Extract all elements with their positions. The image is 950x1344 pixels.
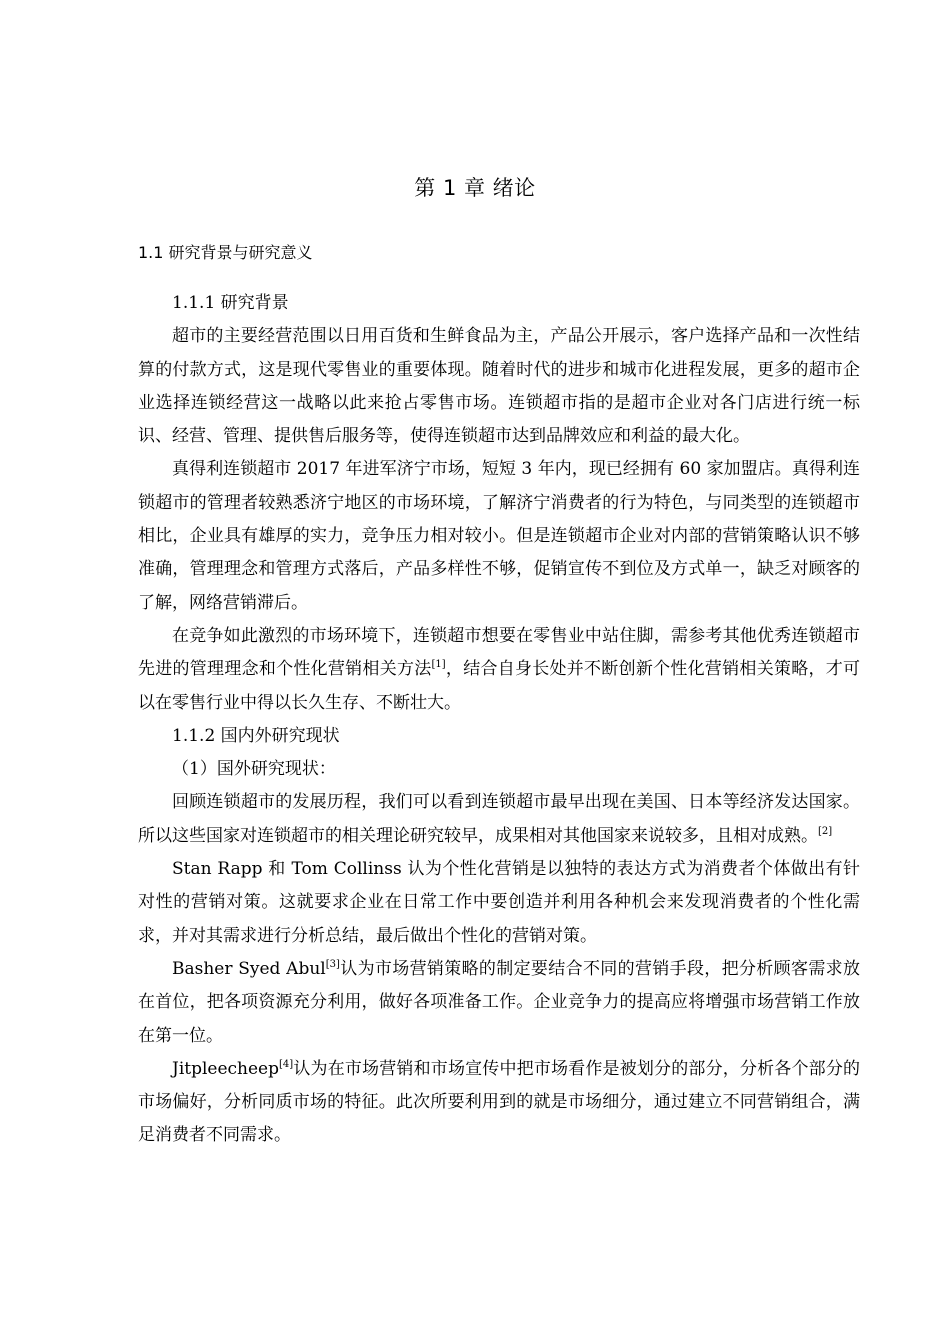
subsection-heading-1-1-2: 1.1.2 国内外研究现状 bbox=[172, 725, 340, 746]
paragraph-text: 认为市场营销策略的制定要结合不同的营销手段，把分析顾客需求放在首位，把各项资源充分利用，做好各项准备工作。企业竞争力的提高应将增强市场营销工作放在第一位。 bbox=[138, 958, 860, 1046]
paragraph: 超市的主要经营范围以日用百货和生鲜食品为主，产品公开展示，客户选择产品和一次性结算的付款方式，这是现代零售业的重要体现。随着时代的进步和城市化进程发展，更多的超市企业选择连锁经营这一战略以此来抢占零售市场。连锁超市指的是超市企业对各门店进行统一标识、经营、管理、提供售后服务等，使得连锁超市达到品牌效应和利益的最大化。 bbox=[138, 326, 860, 447]
body-text bbox=[138, 287, 860, 1153]
paragraph bbox=[138, 620, 860, 720]
paragraph bbox=[138, 953, 860, 1053]
paragraph-text: 在竞争如此激烈的市场环境下，连锁超市想要在零售业中站住脚，需参考其他优秀连锁超市先进的管理理念和个性化营销相关方法 bbox=[138, 625, 860, 680]
citation-ref: [3] bbox=[325, 958, 340, 970]
list-item-heading: （1）国外研究现状： bbox=[172, 759, 336, 780]
paragraph bbox=[138, 1053, 860, 1153]
paragraph-text: 回顾连锁超市的发展历程，我们可以看到连锁超市最早出现在美国、日本等经济发达国家。所以这些国家对连锁超市的相关理论研究较早，成果相对其他国家来说较多，且相对成熟。 bbox=[138, 792, 860, 846]
paragraph-text: 认为在市场营销和市场宣传中把市场看作是被划分的部分，分析各个部分的市场偏好，分析同质市场的特征。此次所要利用到的就是市场细分，通过建立不同营销组合，满足消费者不同需求。 bbox=[138, 1058, 860, 1146]
citation-ref: [1] bbox=[431, 659, 446, 671]
paragraph-text: Jitpleecheep bbox=[172, 1058, 279, 1079]
subsection-heading-1-1-1: 1.1.1 研究背景 bbox=[172, 293, 289, 313]
paragraph: Stan Rapp 和 Tom Collinss 认为个性化营销是以独特的表达方式为消费者个体做出有针对性的营销对策。这就要求企业在日常工作中要创造并利用各种机会来发现消费者的个性化需求，并对其需求进行分析总结，最后做出个性化的营销对策。 bbox=[138, 859, 860, 946]
citation-ref: [4] bbox=[279, 1058, 294, 1070]
section-heading-1-1: 1.1 研究背景与研究意义 bbox=[138, 243, 313, 262]
paragraph bbox=[138, 786, 860, 853]
paragraph-text: Basher Syed Abul bbox=[172, 958, 326, 979]
chapter-title: 第 1 章 绪论 bbox=[414, 176, 536, 200]
paragraph-text: ，结合自身长处并不断创新个性化营销相关策略，才可以在零售行业中得以长久生存、不断壮大。 bbox=[138, 659, 861, 713]
citation-ref: [2] bbox=[818, 825, 833, 837]
paragraph: 真得利连锁超市 2017 年进军济宁市场，短短 3 年内，现已经拥有 60 家加盟店。真得利连锁超市的管理者较熟悉济宁地区的市场环境，了解济宁消费者的行为特色，与同类型的连锁超市相比，企业具有雄厚的实力，竞争压力相对较小。但是连锁超市企业对内部的营销策略认识不够准确，管理理念和管理方式落后，产品多样性不够，促销宣传不到位及方式单一，缺乏对顾客的了解，网络营销滞后。 bbox=[138, 459, 860, 613]
